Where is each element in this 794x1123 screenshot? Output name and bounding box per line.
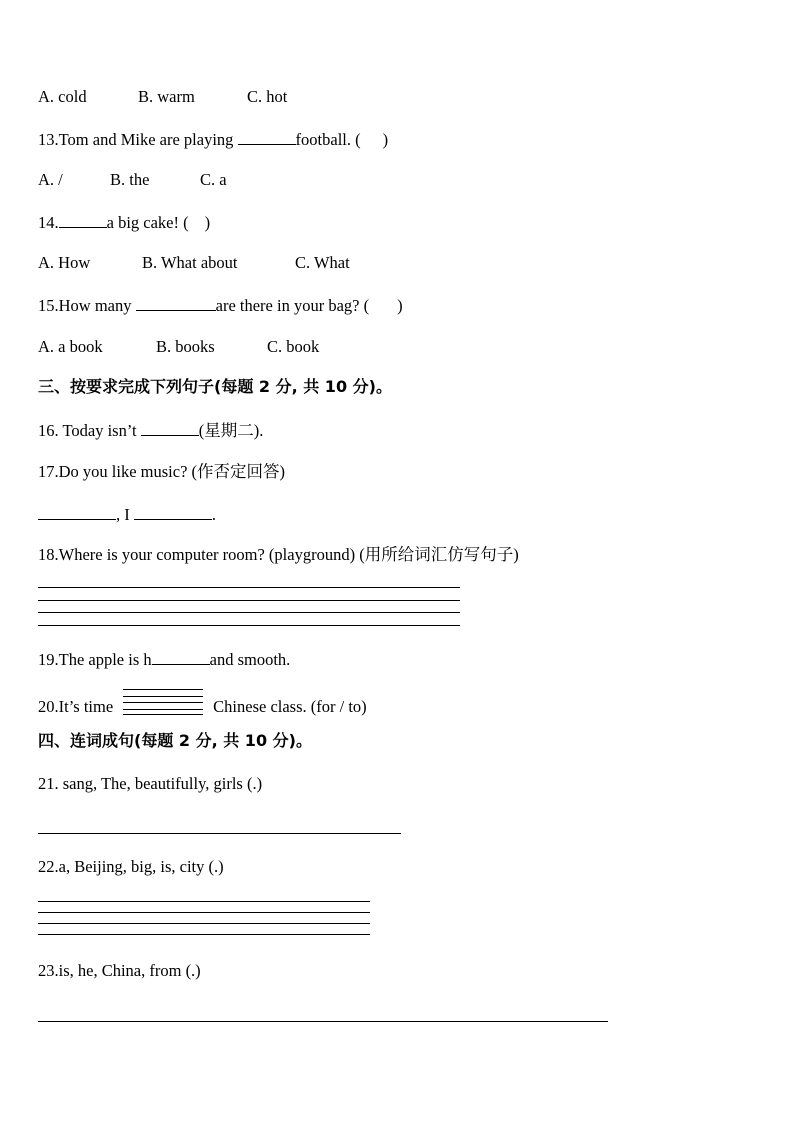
question-22 [38, 857, 224, 877]
q12-option-a[interactable]: A. cold [38, 87, 87, 106]
answer-blank[interactable] [38, 504, 116, 520]
question-16 [38, 420, 263, 441]
answer-line[interactable] [38, 912, 370, 913]
question-text: are there in your bag? ( [215, 296, 370, 315]
question-17 [38, 462, 285, 482]
question-23-answer-line[interactable] [38, 1021, 608, 1022]
question-number: 13. [38, 130, 59, 149]
answer-line[interactable] [38, 934, 370, 935]
question-20 [38, 695, 367, 721]
question-text: Do you like music? (作否定回答) [58, 462, 286, 481]
answer-blank[interactable] [141, 420, 199, 436]
q15-option-b[interactable]: B. books [156, 337, 215, 356]
q13-option-b[interactable]: B. the [110, 170, 150, 189]
question-19 [38, 649, 290, 670]
question-number: 23. [38, 961, 59, 980]
q14-option-b[interactable]: B. What about [142, 253, 238, 272]
answer-line[interactable] [38, 901, 370, 902]
stacked-answer-lines[interactable] [123, 689, 203, 715]
answer-blank[interactable] [59, 212, 107, 228]
question-number: 19. [38, 650, 59, 669]
question-text: The apple is h [58, 650, 152, 669]
q14-option-c[interactable]: C. What [295, 253, 350, 272]
question-text: Where is your computer room? (playground) (用所给词汇仿写句子) [58, 545, 519, 564]
q15-option-a[interactable]: A. a book [38, 337, 103, 356]
question-number: 14. [38, 213, 59, 232]
question-text: How many [58, 296, 136, 315]
question-18 [38, 545, 519, 565]
q14-option-a[interactable]: A. How [38, 253, 91, 272]
answer-text: , I [116, 505, 134, 524]
question-number: 21. [38, 774, 63, 793]
question-23 [38, 961, 201, 981]
answer-blank[interactable] [152, 649, 210, 665]
question-number: 22. [38, 857, 59, 876]
question-text: ) [397, 296, 403, 315]
question-number: 18. [38, 545, 59, 564]
q13-option-c[interactable]: C. a [200, 170, 227, 189]
question-21-answer-line[interactable] [38, 833, 401, 834]
question-text: is, he, China, from (.) [58, 961, 201, 980]
answer-line[interactable] [38, 625, 460, 626]
question-text: It’s time [58, 696, 114, 716]
q12-option-b[interactable]: B. warm [138, 87, 195, 106]
answer-text: . [211, 505, 216, 524]
section-4-heading: 四、连词成句(每题 2 分, 共 10 分)。 [38, 731, 312, 750]
question-text: (星期二). [198, 421, 264, 440]
answer-line[interactable] [38, 612, 460, 613]
question-text: sang, The, beautifully, girls (.) [62, 774, 263, 793]
answer-blank[interactable] [134, 504, 212, 520]
question-text: a, Beijing, big, is, city (.) [58, 857, 224, 876]
question-number: 17. [38, 462, 59, 481]
answer-line[interactable] [38, 587, 460, 588]
question-13 [38, 129, 388, 150]
question-21 [38, 774, 262, 794]
question-text: ) [204, 213, 211, 232]
question-17-answer-line [38, 504, 216, 525]
question-text: Chinese class. (for / to) [213, 696, 367, 716]
answer-line[interactable] [38, 600, 460, 601]
question-number: 20. [38, 696, 59, 716]
q13-option-a[interactable]: A. / [38, 170, 63, 189]
answer-blank[interactable] [136, 295, 216, 311]
answer-blank[interactable] [238, 129, 296, 145]
question-text: ) [382, 130, 389, 149]
section-3-heading: 三、按要求完成下列句子(每题 2 分, 共 10 分)。 [38, 377, 392, 396]
q12-option-c[interactable]: C. hot [247, 87, 288, 106]
question-text: Tom and Mike are playing [58, 130, 238, 149]
question-text: a big cake! ( [106, 213, 189, 232]
question-text: football. ( [295, 130, 361, 149]
question-14 [38, 212, 210, 233]
question-text: and smooth. [209, 650, 291, 669]
question-15 [38, 295, 403, 316]
answer-line[interactable] [38, 923, 370, 924]
q15-option-c[interactable]: C. book [267, 337, 320, 356]
question-text: Today isn’t [62, 421, 141, 440]
question-number: 16. [38, 421, 63, 440]
question-number: 15. [38, 296, 59, 315]
